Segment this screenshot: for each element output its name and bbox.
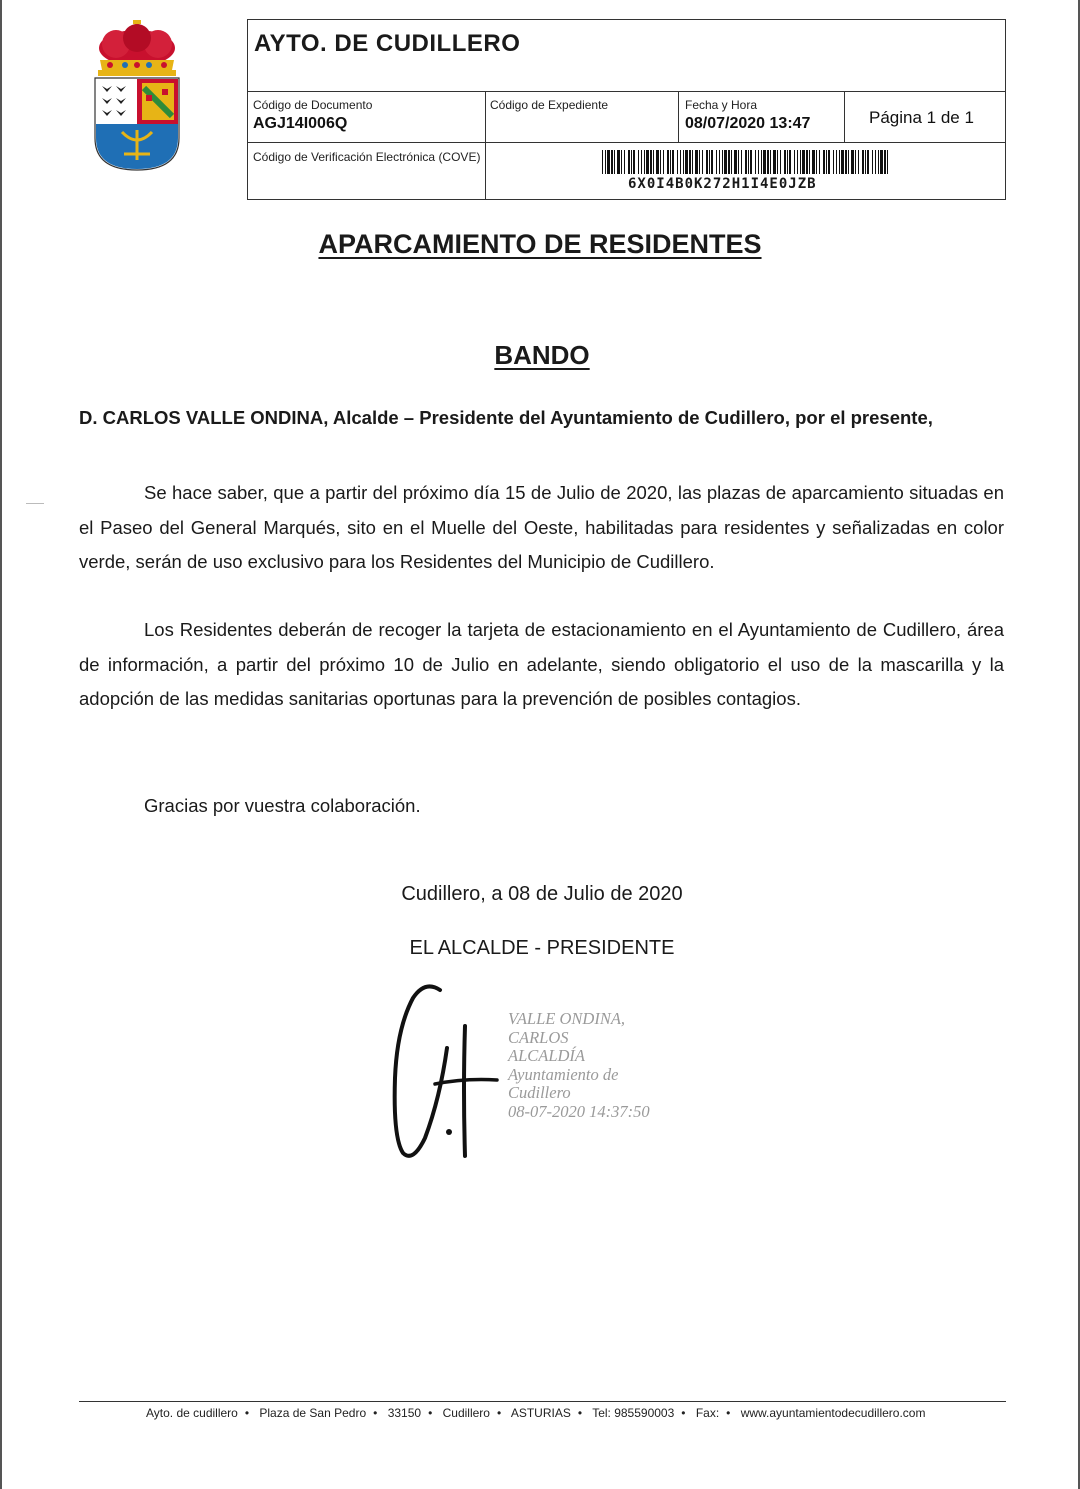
bando-heading: BANDO <box>494 340 590 370</box>
date-time-value: 08/07/2020 13:47 <box>685 115 811 132</box>
footer-website-link[interactable]: www.ayuntamientodecudillero.com <box>740 1406 926 1420</box>
footer-item: Cudillero <box>442 1406 490 1420</box>
table-rule <box>248 142 1005 143</box>
expedient-code-label: Código de Expediente <box>490 98 609 112</box>
stamp-line: 08-07-2020 14:37:50 <box>508 1101 650 1121</box>
table-rule <box>844 91 845 142</box>
signature-stamp <box>508 1010 650 1121</box>
place-and-date: Cudillero, a 08 de Julio de 2020 <box>401 883 683 905</box>
footer-contact: Ayto. de cudillero • Plaza de San Pedro • 33150 • Cudillero • ASTURIAS • Tel: 985590003 • Fax: • www.ayuntamientodecudillero.com <box>146 1406 926 1420</box>
date-time-label: Fecha y Hora <box>685 98 758 112</box>
table-rule <box>485 91 486 199</box>
table-rule <box>248 91 1005 92</box>
footer-rule <box>79 1401 1006 1402</box>
stamp-line: ALCALDÍA <box>508 1046 586 1065</box>
footer-item: Ayto. de cudillero <box>146 1406 238 1420</box>
footer-item: Fax: <box>695 1406 720 1420</box>
document-title: APARCAMIENTO DE RESIDENTES <box>318 229 762 259</box>
thanks-line: Gracias por vuestra colaboración. <box>144 795 421 816</box>
signer-role: EL ALCALDE - PRESIDENTE <box>409 937 675 959</box>
margin-mark <box>26 503 44 504</box>
stamp-line: Ayuntamiento de <box>508 1064 619 1084</box>
footer-item: 33150 <box>387 1406 422 1420</box>
issuer-title: AYTO. DE CUDILLERO <box>254 30 521 57</box>
stamp-line: VALLE ONDINA, <box>508 1009 626 1028</box>
footer-item: Tel: 985590003 <box>592 1406 675 1420</box>
page-number: Página 1 de 1 <box>869 108 974 127</box>
paragraph: Los Residentes deberán de recoger la tarjeta de estacionamiento en el Ayuntamiento de Cudillero, área de información, a partir del próximo 10 de Julio en adelante, siendo obligatorio el uso de la mascarilla y la adopción de las medidas sanitarias oportunas para la prevención de posibles contagios. <box>79 619 1004 709</box>
barcode-icon <box>602 150 888 174</box>
stamp-line: Cudillero <box>508 1083 571 1102</box>
table-rule <box>678 91 679 142</box>
intro-line: D. CARLOS VALLE ONDINA, Alcalde – Presidente del Ayuntamiento de Cudillero, por el presente, <box>79 407 933 428</box>
footer-item: ASTURIAS <box>510 1406 571 1420</box>
handwritten-signature <box>385 978 510 1163</box>
doc-code-label: Código de Documento <box>253 98 373 112</box>
document-header-table <box>247 19 1006 200</box>
doc-code-value: AGJ14I006Q <box>253 115 348 132</box>
cove-code: 6X0I4B0K272H1I4E0JZB <box>628 176 817 192</box>
footer-item: Plaza de San Pedro <box>259 1406 367 1420</box>
coat-of-arms-icon <box>92 20 182 172</box>
stamp-line: CARLOS <box>508 1027 569 1047</box>
page-edge-left <box>0 0 2 1489</box>
cove-label: Código de Verificación Electrónica (COVE) <box>253 150 481 164</box>
paragraph: Se hace saber, que a partir del próximo día 15 de Julio de 2020, las plazas de aparcamiento situadas en el Paseo del General Marqués, sito en el Muelle del Oeste, habilitadas para residentes y señalizadas en color verde, serán de uso exclusivo para los Residentes del Municipio de Cudillero. <box>79 482 1004 572</box>
